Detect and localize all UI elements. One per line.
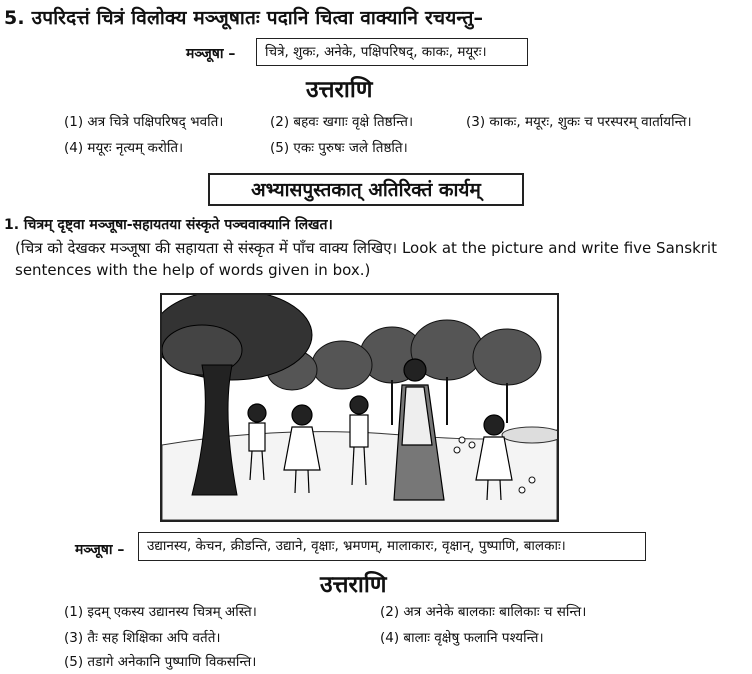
answer-1-4: (4) मयूरः नृत्यम् करोति। (64, 140, 184, 156)
answer-2-2: (2) अत्र अनेके बालकाः बालिकाः च सन्ति। (380, 604, 587, 620)
question-1-heading: 1. चित्रम् दृष्ट्वा मञ्जूषा-सहायतया संस्कृते पञ्चवाक्यानि लिखत। (4, 217, 333, 233)
answer-1-3: (3) काकः, मयूरः, शुकः च परस्परम् वार्तायन्ति। (466, 114, 692, 130)
manjusha-1-label: मञ्जूषा – (186, 46, 236, 62)
manjusha-2-label: मञ्जूषा – (75, 542, 125, 558)
park-scene-illustration (160, 293, 559, 522)
question-5-heading: 5. उपरिदत्तं चित्रं विलोक्य मञ्जूषातः पदानि चित्वा वाक्यानि रचयन्तु– (4, 7, 484, 29)
manjusha-1-word-box: चित्रे, शुकः, अनेके, पक्षिपरिषद्, काकः, मयूरः। (256, 38, 528, 66)
answer-1-1: (1) अत्र चित्रे पक्षिपरिषद् भवति। (64, 114, 224, 130)
extra-work-heading-box: अभ्यासपुस्तकात् अतिरिक्तं कार्यम् (208, 173, 524, 206)
answers-2-heading: उत्तराणि (320, 572, 387, 598)
answer-2-3: (3) तैः सह शिक्षिका अपि वर्तते। (64, 630, 221, 646)
question-1-instruction: (चित्र को देखकर मञ्जूषा की सहायता से संस्कृत में पाँच वाक्य लिखिए। Look at the picture and write five Sanskrit sentences with the help of words given in box.) (15, 239, 717, 279)
answer-2-5: (5) तडागे अनेकानि पुष्पाणि विकसन्ति। (64, 654, 257, 670)
answers-1-heading: उत्तराणि (306, 77, 373, 103)
answer-2-1: (1) इदम् एकस्य उद्यानस्य चित्रम् अस्ति। (64, 604, 257, 620)
manjusha-2-word-box: उद्यानस्य, केचन, क्रीडन्ति, उद्याने, वृक्षाः, भ्रमणम्, मालाकारः, वृक्षान्, पुष्पाणि, बालकाः। (138, 532, 646, 561)
park-scene-drawing (162, 295, 557, 520)
answer-2-4: (4) बालाः वृक्षेषु फलानि पश्यन्ति। (380, 630, 544, 646)
answer-1-2: (2) बहवः खगाः वृक्षे तिष्ठन्ति। (270, 114, 414, 130)
answer-1-5: (5) एकः पुरुषः जले तिष्ठति। (270, 140, 408, 156)
